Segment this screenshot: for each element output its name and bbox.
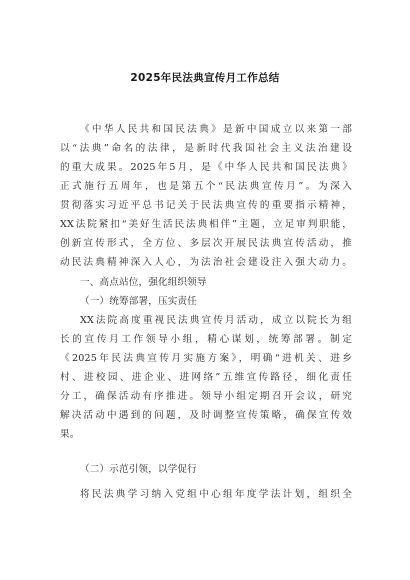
subsection-2-heading: （二）示范引领，以学促行	[80, 464, 197, 475]
intro-line-2: 以“法典”命名的法律，是新时代我国社会主义法治建设	[60, 143, 352, 154]
section-1-heading: 一、高点站位，强化组织领导	[80, 277, 207, 288]
sub1-line-4: 村、进校园、进企业、进网络”五维宣传路径，细化责任	[60, 372, 352, 383]
sub1-line-1: XX法院高度重视民法典宣传月活动，成立以院长为组	[80, 315, 352, 326]
intro-line-8: 动民法典精神深入人心，为法治社会建设注入强大动力。	[60, 257, 352, 268]
sub2-line-1: 将民法典学习纳入党组中心组年度学法计划，组织全	[80, 489, 352, 500]
intro-line-6: XX法院紧扣“美好生活民法典相伴”主题，立足审判职能，	[60, 219, 352, 230]
intro-line-4: 正式施行五周年，也是第五个“民法典宣传月”。为深入	[60, 181, 352, 192]
intro-line-7: 创新宣传形式，全方位、多层次开展民法典宣传活动，推	[60, 238, 352, 249]
sub1-line-2: 长的宣传月工作领导小组，精心谋划，统筹部署。制定	[60, 334, 352, 345]
subsection-1-heading: （一）统筹部署，压实责任	[80, 296, 197, 307]
sub1-line-6: 解决活动中遇到的问题，及时调整宣传策略，确保宣传效	[60, 410, 352, 421]
intro-line-3: 的重大成果。2025年5月，是《中华人民共和国民法典》	[60, 162, 352, 173]
intro-line-5: 贯彻落实习近平总书记关于民法典宣传的重要指示精神，	[60, 200, 352, 211]
document-title: 2025年民法典宣传月工作总结	[130, 72, 280, 84]
intro-line-1: 《中华人民共和国民法典》是新中国成立以来第一部	[80, 124, 352, 135]
sub1-line-7: 果。	[60, 429, 80, 440]
sub1-line-3: 《2025年民法典宣传月实施方案》，明确“进机关、进乡	[60, 353, 352, 364]
sub1-line-5: 分工，确保活动有序推进。领导小组定期召开会议，研究	[60, 391, 352, 402]
